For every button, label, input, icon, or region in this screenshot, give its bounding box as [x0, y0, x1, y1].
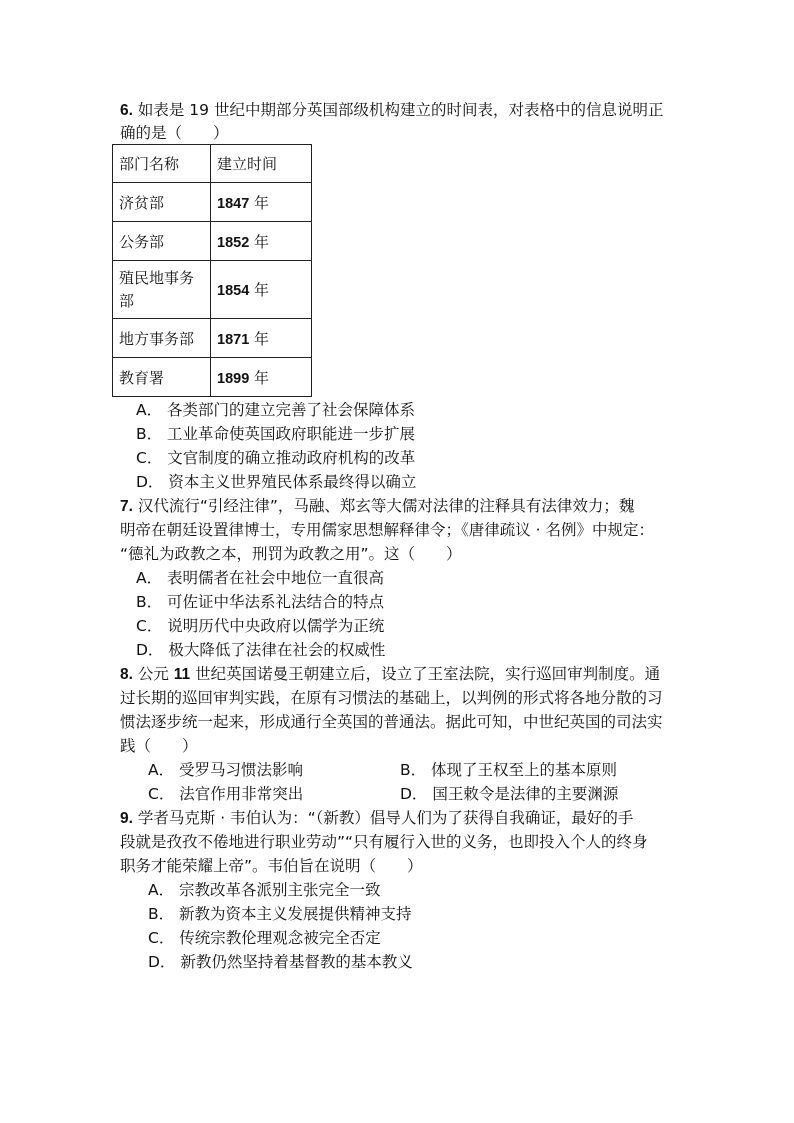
q9-option-d[interactable]: D． 新教仍然坚持着基督教的基本教义 — [148, 953, 413, 971]
q7-number: 7. — [120, 498, 133, 515]
q6-option-d[interactable]: D． 资本主义世界殖民体系最终得以确立 — [136, 473, 417, 491]
table-cell-name: 殖民地事务 部 — [113, 261, 211, 319]
q9-stem-line2: 段就是孜孜不倦地进行职业劳动”“只有履行入世的义务，也即投入个人的终身 — [120, 833, 648, 851]
table-row — [113, 358, 312, 397]
q7-option-d[interactable]: D． 极大降低了法律在社会的权威性 — [136, 641, 386, 659]
q9-option-a[interactable]: A． 宗教改革各派别主张完全一致 — [148, 881, 381, 899]
table-header-row — [113, 145, 312, 183]
table-cell-name: 公务部 — [113, 222, 211, 261]
q8-stem-line2: 过长期的巡回审判实践，在原有习惯法的基础上，以判例的形式将各地分散的习 — [120, 689, 663, 707]
table-header-cell: 建立时间 — [211, 145, 312, 183]
q7-option-a[interactable]: A． 表明儒者在社会中地位一直很高 — [136, 569, 385, 587]
table-cell-year: 1852 年 — [211, 222, 312, 261]
q6-option-a[interactable]: A． 各类部门的建立完善了社会保障体系 — [136, 401, 416, 419]
q7-stem-line2: 明帝在朝廷设置律博士，专用儒家思想解释律令；《唐律疏议 · 名例》中规定： — [120, 521, 655, 539]
table-cell-year: 1854 年 — [211, 261, 312, 319]
table-row — [113, 222, 312, 261]
table-cell-year: 1899 年 — [211, 358, 312, 397]
q6-stem-text: 如表是 19 世纪中期部分英国部级机构建立的时间表，对表格中的信息说明正 — [132, 101, 664, 119]
q7-option-b[interactable]: B． 可佐证中华法系礼法结合的特点 — [136, 593, 385, 611]
q9-stem-line1: 9. 学者马克斯 · 韦伯认为：“（新教）倡导人们为了获得自我确证，最好的手 — [120, 809, 634, 827]
table-cell-year: 1847 年 — [211, 183, 312, 222]
table-row — [113, 183, 312, 222]
table-row — [113, 319, 312, 358]
q6-number: 6. — [120, 102, 133, 119]
table-cell-name: 教育署 — [113, 358, 211, 397]
q7-stem-line1: 7. 汉代流行“引经注律”，马融、郑玄等大儒对法律的注释具有法律效力；魏 — [120, 497, 635, 515]
q8-stem-line4: 践（ ） — [120, 737, 198, 755]
q6-stem-line1 — [120, 98, 663, 123]
q8-option-c[interactable]: C． 法官作用非常突出 — [148, 785, 304, 803]
q7-option-c[interactable]: C． 说明历代中央政府以儒学为正统 — [136, 617, 385, 635]
q9-number: 9. — [120, 810, 133, 827]
q7-stem-line3: “德礼为政教之本，刑罚为政教之用”。这（ ） — [120, 545, 462, 563]
table-header-cell: 部门名称 — [113, 145, 211, 183]
q6-table — [112, 144, 312, 397]
table-cell-name: 地方事务部 — [113, 319, 211, 358]
table-row — [113, 261, 312, 319]
table-cell-name: 济贫部 — [113, 183, 211, 222]
q6-stem-line2: 确的是（ ） — [120, 124, 229, 142]
q8-option-d[interactable]: D． 国王敕令是法律的主要渊源 — [400, 785, 619, 803]
q6-option-c[interactable]: C． 文官制度的确立推动政府机构的改革 — [136, 449, 416, 467]
q6-option-b[interactable]: B． 工业革命使英国政府职能进一步扩展 — [136, 425, 416, 443]
q8-option-b[interactable]: B． 体现了王权至上的基本原则 — [400, 761, 618, 779]
q9-option-c[interactable]: C． 传统宗教伦理观念被完全否定 — [148, 929, 381, 947]
q8-option-a[interactable]: A． 受罗马习惯法影响 — [148, 761, 304, 779]
q8-number: 8. — [120, 666, 133, 683]
q9-option-b[interactable]: B． 新教为资本主义发展提供精神支持 — [148, 905, 412, 923]
q9-stem-line3: 职务才能荣耀上帝”。韦伯旨在说明（ ） — [120, 857, 423, 875]
table-cell-year: 1871 年 — [211, 319, 312, 358]
q8-stem-line3: 惯法逐步统一起来，形成通行全英国的普通法。据此可知，中世纪英国的司法实 — [120, 713, 663, 731]
q8-stem-line1: 8. 公元 11 世纪英国诺曼王朝建立后，设立了王室法院，实行巡回审判制度。通 — [120, 665, 661, 683]
